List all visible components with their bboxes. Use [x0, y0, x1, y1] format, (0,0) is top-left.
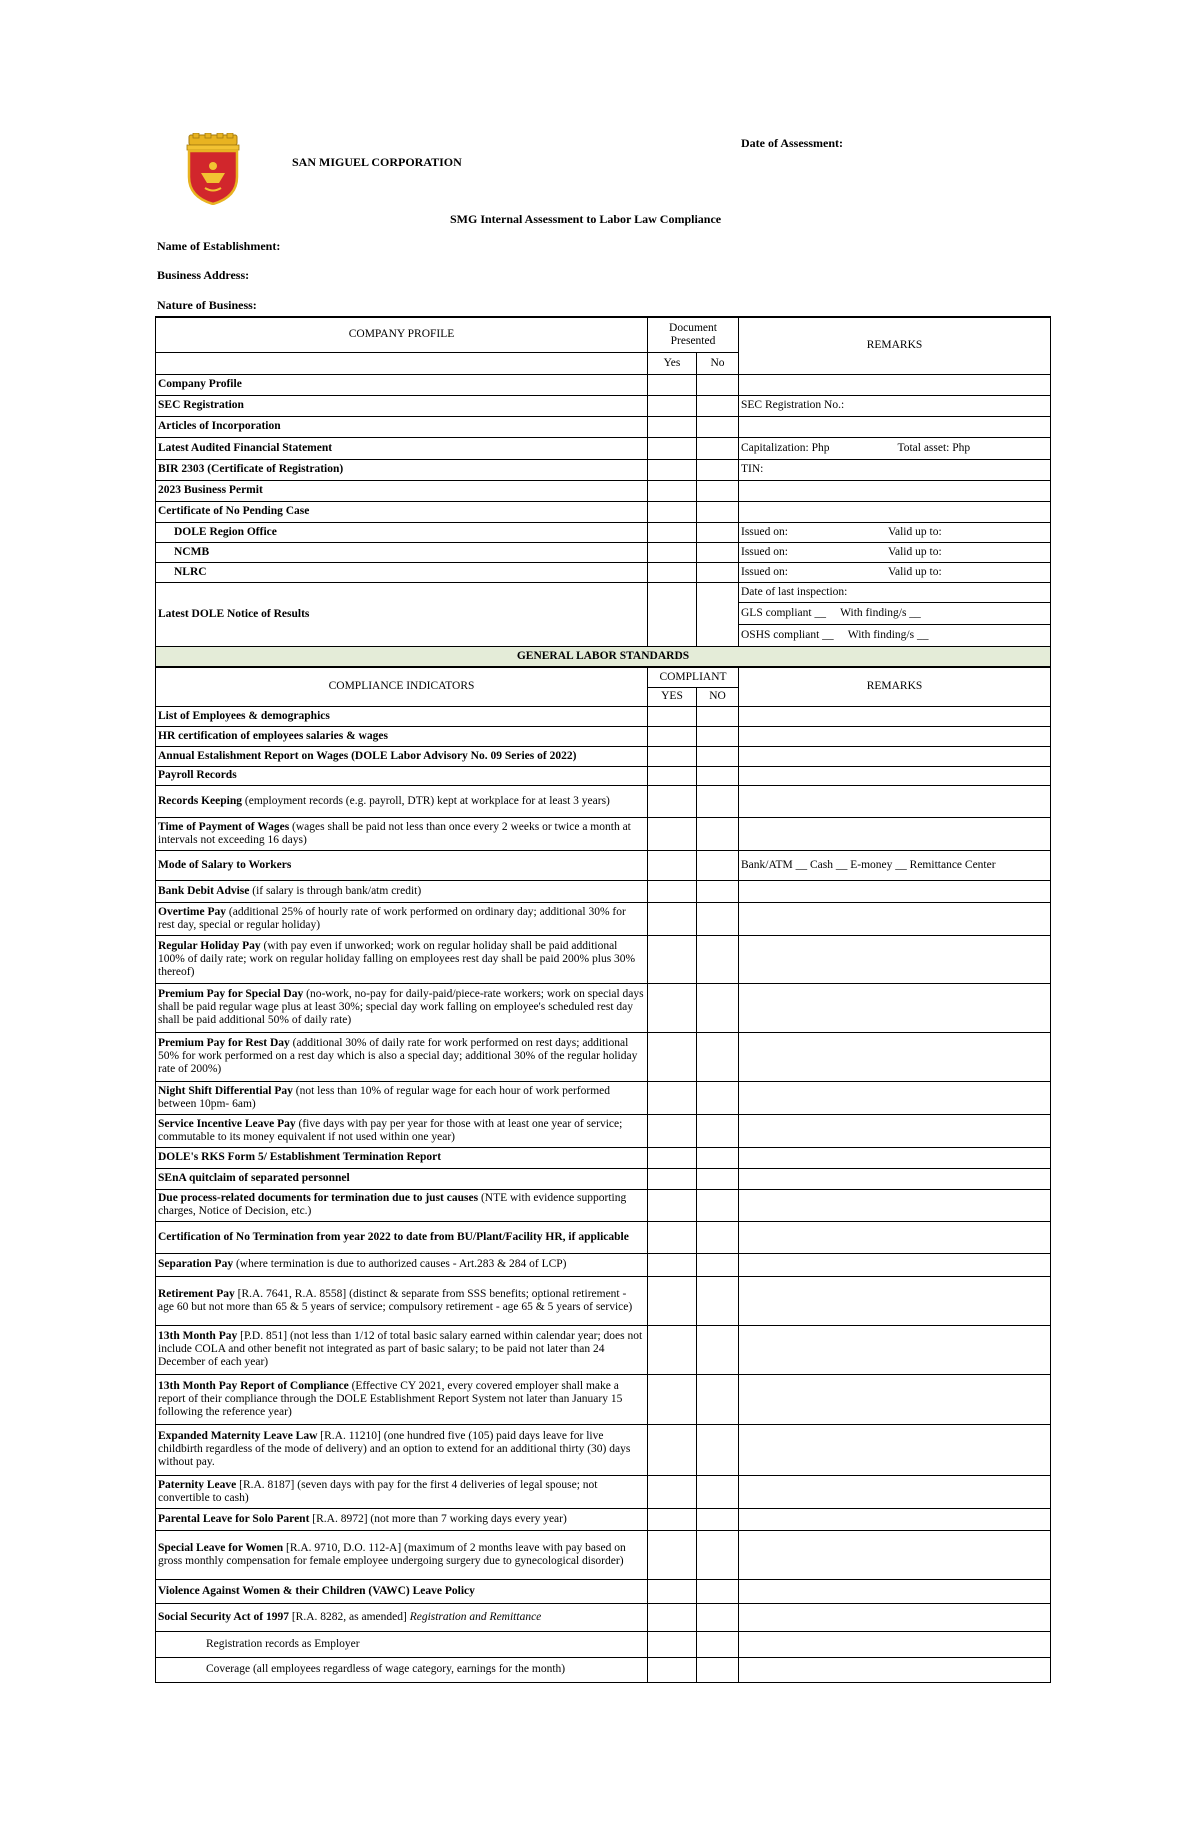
total-asset-label: Total asset: Php — [897, 441, 971, 454]
yes-cell[interactable] — [648, 983, 697, 1032]
remark-cell[interactable] — [739, 766, 1051, 785]
yes-cell[interactable] — [648, 902, 697, 935]
indicator-cell: Retirement Pay [R.A. 7641, R.A. 8558] (distinct & separate from SSS benefits; optional retirement - age 60 but not more than 65 & 5 years of service; compulsory retirement - age 65 & 5 years of service) — [156, 1276, 648, 1325]
yes-cell[interactable] — [648, 542, 697, 562]
gls-row — [156, 1168, 1051, 1189]
no-cell[interactable] — [697, 582, 739, 646]
gls-row — [156, 1081, 1051, 1114]
indicator-cell: Due process-related documents for termination due to just causes (NTE with evidence supporting charges, Notice of Decision, etc.) — [156, 1189, 648, 1221]
remark-cell[interactable] — [739, 437, 1051, 459]
issued-on-label: Issued on: — [741, 545, 788, 558]
gls-row — [156, 1508, 1051, 1530]
yes-cell[interactable] — [648, 880, 697, 902]
remark-cell[interactable] — [739, 416, 1051, 437]
remark-cell[interactable]: SEC Registration No.: — [739, 395, 1051, 416]
gls-header-row — [156, 667, 1051, 687]
remark-cell[interactable] — [739, 1374, 1051, 1424]
indicator-cell: Violence Against Women & their Children (VAWC) Leave Policy — [156, 1579, 648, 1603]
profile-row — [156, 459, 1051, 480]
yes-cell[interactable] — [648, 480, 697, 501]
remark-cell[interactable] — [739, 1475, 1051, 1508]
yes-cell[interactable] — [648, 501, 697, 522]
indicator-cell: Service Incentive Leave Pay (five days with pay per year for those with at least one year of service; commutable to its money equivalent if not used within one year) — [156, 1114, 648, 1147]
gls-row — [156, 1579, 1051, 1603]
gls-row — [156, 1221, 1051, 1253]
remark-cell[interactable] — [739, 785, 1051, 817]
company-profile-header: COMPANY PROFILE — [156, 317, 648, 352]
indicator-cell: 13th Month Pay [P.D. 851] (not less than 1/12 of total basic salary earned within calendar year; does not include COLA and other benefit not integrated as part of basic salary; to be paid not later than 24 December of each year) — [156, 1325, 648, 1374]
indicator-cell: Time of Payment of Wages (wages shall be paid not less than once every 2 weeks or twice a month at intervals not exceeding 16 days) — [156, 817, 648, 850]
indicator-cell: HR certification of employees salaries & wages — [156, 726, 648, 746]
profile-row — [156, 437, 1051, 459]
yes-cell[interactable] — [648, 1508, 697, 1530]
gls-row — [156, 766, 1051, 785]
compliance-indicators-header: COMPLIANCE INDICATORS — [156, 667, 648, 706]
gls-row — [156, 1603, 1051, 1631]
no-cell[interactable] — [697, 902, 739, 935]
yes-cell[interactable] — [648, 522, 697, 542]
no-cell[interactable] — [697, 374, 739, 395]
yes-cell[interactable] — [648, 437, 697, 459]
yes-cell[interactable] — [648, 1579, 697, 1603]
gls-row — [156, 726, 1051, 746]
profile-row-label: NLRC — [156, 562, 648, 582]
remark-cell[interactable] — [739, 542, 1051, 562]
indicator-cell: Expanded Maternity Leave Law [R.A. 11210] (one hundred five (105) paid days leave for live childbirth regardless of the mode of delivery) and an option to extend for an additional thirty (30) days without pay. — [156, 1424, 648, 1475]
indicator-cell: Records Keeping (employment records (e.g. payroll, DTR) kept at workplace for at least 3 years) — [156, 785, 648, 817]
no-cell[interactable] — [697, 416, 739, 437]
profile-row-label: Certificate of No Pending Case — [156, 501, 648, 522]
yes-cell[interactable] — [648, 395, 697, 416]
gls-row — [156, 1325, 1051, 1374]
no-cell[interactable] — [697, 395, 739, 416]
profile-row — [156, 501, 1051, 522]
remark-cell[interactable] — [739, 480, 1051, 501]
yes-cell[interactable] — [648, 726, 697, 746]
issued-on-label: Issued on: — [741, 525, 788, 538]
gls-remarks-header: REMARKS — [739, 667, 1051, 706]
remark-cell[interactable] — [739, 562, 1051, 582]
remark-cell[interactable] — [739, 1424, 1051, 1475]
indicator-cell: Premium Pay for Rest Day (additional 30% of daily rate for work performed on rest days; additional 50% for work performed on a rest day which is also a special day; additional 30% of the regular holiday rate of 200%) — [156, 1032, 648, 1081]
profile-row — [156, 395, 1051, 416]
document-presented-header: Document Presented — [648, 317, 739, 352]
no-cell[interactable] — [697, 706, 739, 726]
no-cell[interactable] — [697, 1081, 739, 1114]
mode-of-salary-remark[interactable]: Bank/ATM __ Cash __ E-money __ Remittance Center — [739, 850, 1051, 880]
yes-cell[interactable] — [648, 416, 697, 437]
gls-row — [156, 1147, 1051, 1168]
indicator-cell: Regular Holiday Pay (with pay even if unworked; work on regular holiday shall be paid additional 100% of daily rate; work on regular holiday falling on employees rest day shall be paid 200% plus 30% thereof) — [156, 935, 648, 983]
profile-row — [156, 522, 1051, 542]
yes-cell[interactable] — [648, 766, 697, 785]
profile-row-label: Latest Audited Financial Statement — [156, 437, 648, 459]
yes-cell[interactable] — [648, 1631, 697, 1657]
oshs-compliant-cell[interactable]: OSHS compliant __ With finding/s __ — [739, 624, 1051, 646]
remark-cell[interactable] — [739, 1189, 1051, 1221]
yes-cell[interactable] — [648, 706, 697, 726]
no-cell[interactable] — [697, 785, 739, 817]
indicator-cell: Payroll Records — [156, 766, 648, 785]
no-cell[interactable] — [697, 1114, 739, 1147]
gls-row — [156, 850, 1051, 880]
no-cell[interactable] — [697, 1374, 739, 1424]
no-cell[interactable] — [697, 1032, 739, 1081]
no-cell[interactable] — [697, 746, 739, 766]
gls-row — [156, 1530, 1051, 1579]
indicator-cell: Annual Estalishment Report on Wages (DOLE Labor Advisory No. 09 Series of 2022) — [156, 746, 648, 766]
remark-cell[interactable] — [739, 935, 1051, 983]
no-cell[interactable] — [697, 766, 739, 785]
profile-row — [156, 542, 1051, 562]
yes-cell[interactable] — [648, 1325, 697, 1374]
indicator-cell: Premium Pay for Special Day (no-work, no-pay for daily-paid/piece-rate workers; work on special days shall be paid regular wage plus at least 30%; special day work falling on employee's scheduled rest day shall be paid additional 50% of daily rate) — [156, 983, 648, 1032]
nature-of-business-label: Nature of Business: — [157, 298, 257, 312]
remark-cell[interactable] — [739, 501, 1051, 522]
gls-row — [156, 902, 1051, 935]
profile-row-label: SEC Registration — [156, 395, 648, 416]
yes-cell[interactable] — [648, 1424, 697, 1475]
remark-cell[interactable] — [739, 1579, 1051, 1603]
issued-on-label: Issued on: — [741, 565, 788, 578]
remark-cell[interactable]: TIN: — [739, 459, 1051, 480]
no-cell[interactable] — [697, 1276, 739, 1325]
profile-row-label: Articles of Incorporation — [156, 416, 648, 437]
yes-cell[interactable] — [648, 1081, 697, 1114]
valid-up-to-label: Valid up to: — [887, 545, 942, 558]
gls-row — [156, 1253, 1051, 1276]
gls-row — [156, 706, 1051, 726]
no-cell[interactable] — [697, 522, 739, 542]
gls-row — [156, 1276, 1051, 1325]
no-cell[interactable] — [697, 437, 739, 459]
remark-cell[interactable] — [739, 880, 1051, 902]
no-cell[interactable] — [697, 1603, 739, 1631]
last-inspection-cell[interactable]: Date of last inspection: — [739, 582, 1051, 602]
indicator-cell: Overtime Pay (additional 25% of hourly rate of work performed on ordinary day; additional 30% for rest day, special or regular holiday) — [156, 902, 648, 935]
no-cell[interactable] — [697, 480, 739, 501]
profile-row-label: Company Profile — [156, 374, 648, 395]
remark-cell[interactable] — [739, 1032, 1051, 1081]
no-cell[interactable] — [697, 1579, 739, 1603]
yes-cell[interactable] — [648, 1168, 697, 1189]
remark-cell[interactable] — [739, 817, 1051, 850]
remark-cell[interactable] — [739, 522, 1051, 542]
gls-row — [156, 1032, 1051, 1081]
indicator-cell: Parental Leave for Solo Parent [R.A. 8972] (not more than 7 working days every year) — [156, 1508, 648, 1530]
yes-cell[interactable] — [648, 1253, 697, 1276]
remark-cell[interactable] — [739, 1530, 1051, 1579]
remark-cell[interactable] — [739, 1221, 1051, 1253]
remark-cell[interactable] — [739, 1147, 1051, 1168]
yes-cell[interactable] — [648, 1475, 697, 1508]
profile-row-label: DOLE Region Office — [156, 522, 648, 542]
yes-cell[interactable] — [648, 459, 697, 480]
compliant-header: COMPLIANT — [648, 667, 739, 687]
gls-row — [156, 817, 1051, 850]
remark-cell[interactable] — [739, 1081, 1051, 1114]
remark-cell[interactable] — [739, 374, 1051, 395]
remark-cell[interactable] — [739, 983, 1051, 1032]
remark-cell[interactable] — [739, 1603, 1051, 1631]
gls-row — [156, 935, 1051, 983]
profile-row-label: 2023 Business Permit — [156, 480, 648, 501]
gls-row — [156, 880, 1051, 902]
yes-cell[interactable] — [648, 562, 697, 582]
no-cell[interactable] — [697, 542, 739, 562]
dole-notice-label: Latest DOLE Notice of Results — [156, 582, 648, 646]
no-cell[interactable] — [697, 1631, 739, 1657]
yes-cell[interactable] — [648, 1603, 697, 1631]
gls-band-row — [156, 646, 1051, 667]
no-cell[interactable] — [697, 1508, 739, 1530]
yes-cell[interactable] — [648, 1657, 697, 1682]
yes-cell[interactable] — [648, 935, 697, 983]
yes-cell[interactable] — [648, 1032, 697, 1081]
yes-cell[interactable] — [648, 1221, 697, 1253]
no-cell[interactable] — [697, 1147, 739, 1168]
gls-row — [156, 785, 1051, 817]
remark-cell[interactable] — [739, 746, 1051, 766]
valid-up-to-label: Valid up to: — [887, 525, 942, 538]
yes-cell[interactable] — [648, 746, 697, 766]
capitalization-label: Capitalization: Php — [741, 441, 830, 454]
remark-cell[interactable] — [739, 1114, 1051, 1147]
remark-cell[interactable] — [739, 1168, 1051, 1189]
remark-cell[interactable] — [739, 1325, 1051, 1374]
profile-row — [156, 374, 1051, 395]
no-cell[interactable] — [697, 1424, 739, 1475]
business-address-label: Business Address: — [157, 268, 250, 282]
blank-cell — [156, 352, 648, 374]
indicator-cell: Night Shift Differential Pay (not less than 10% of regular wage for each hour of work performed between 10pm- 6am) — [156, 1081, 648, 1114]
yes-cell[interactable] — [648, 1114, 697, 1147]
no-cell[interactable] — [697, 459, 739, 480]
indicator-cell: Certification of No Termination from year 2022 to date from BU/Plant/Facility HR, if applicable — [156, 1221, 648, 1253]
no-cell[interactable] — [697, 562, 739, 582]
no-cell[interactable] — [697, 726, 739, 746]
remark-cell[interactable] — [739, 1631, 1051, 1657]
yes-header: Yes — [648, 352, 697, 374]
profile-remarks-header: REMARKS — [739, 317, 1051, 374]
gls-row — [156, 1424, 1051, 1475]
yes-cell[interactable] — [648, 1374, 697, 1424]
no-cell[interactable] — [697, 880, 739, 902]
remark-cell[interactable] — [739, 1508, 1051, 1530]
remark-cell[interactable] — [739, 1253, 1051, 1276]
no-cell[interactable] — [697, 1168, 739, 1189]
indicator-cell: List of Employees & demographics — [156, 706, 648, 726]
gls-row — [156, 746, 1051, 766]
yes-cell[interactable] — [648, 850, 697, 880]
gls-compliant-cell[interactable]: GLS compliant __ With finding/s __ — [739, 602, 1051, 624]
no-cell[interactable] — [697, 935, 739, 983]
assessment-table — [155, 316, 1051, 1683]
yes-cell[interactable] — [648, 1147, 697, 1168]
no-cell[interactable] — [697, 501, 739, 522]
dole-notice-row — [156, 582, 1051, 602]
yes-cell[interactable] — [648, 817, 697, 850]
gls-row — [156, 983, 1051, 1032]
profile-row — [156, 416, 1051, 437]
yes-cell[interactable] — [648, 1276, 697, 1325]
yes-cell[interactable] — [648, 1530, 697, 1579]
no-cell[interactable] — [697, 1475, 739, 1508]
no-cell[interactable] — [697, 817, 739, 850]
remark-cell[interactable] — [739, 1276, 1051, 1325]
profile-header-row — [156, 317, 1051, 352]
indicator-cell: Bank Debit Advise (if salary is through bank/atm credit) — [156, 880, 648, 902]
no-cell[interactable] — [697, 1253, 739, 1276]
yes-cell[interactable] — [648, 785, 697, 817]
profile-row-label: BIR 2303 (Certificate of Registration) — [156, 459, 648, 480]
remark-cell[interactable] — [739, 706, 1051, 726]
san-miguel-logo-icon — [183, 133, 243, 205]
profile-row — [156, 480, 1051, 501]
no-cell[interactable] — [697, 1189, 739, 1221]
valid-up-to-label: Valid up to: — [887, 565, 942, 578]
no-header: No — [697, 352, 739, 374]
no-cell[interactable] — [697, 850, 739, 880]
gls-row — [156, 1114, 1051, 1147]
indicator-cell: Paternity Leave [R.A. 8187] (seven days with pay for the first 4 deliveries of legal spouse; not convertible to cash) — [156, 1475, 648, 1508]
remark-cell[interactable] — [739, 726, 1051, 746]
indicator-cell: Coverage (all employees regardless of wage category, earnings for the month) — [156, 1657, 648, 1682]
yes-cell[interactable] — [648, 1189, 697, 1221]
company-name: SAN MIGUEL CORPORATION — [292, 155, 462, 169]
no-cell[interactable] — [697, 1530, 739, 1579]
no-cell[interactable] — [697, 1657, 739, 1682]
indicator-cell: DOLE's RKS Form 5/ Establishment Termination Report — [156, 1147, 648, 1168]
form-title: SMG Internal Assessment to Labor Law Compliance — [450, 212, 722, 226]
gls-row — [156, 1374, 1051, 1424]
no-cell[interactable] — [697, 1325, 739, 1374]
profile-row-label: NCMB — [156, 542, 648, 562]
indicator-cell: Social Security Act of 1997 [R.A. 8282, as amended] Registration and Remittance — [156, 1603, 648, 1631]
date-of-assessment-label: Date of Assessment: — [741, 136, 843, 150]
remark-cell[interactable] — [739, 1657, 1051, 1682]
yes-cell[interactable] — [648, 374, 697, 395]
indicator-cell: Mode of Salary to Workers — [156, 850, 648, 880]
indicator-cell: Registration records as Employer — [156, 1631, 648, 1657]
gls-row — [156, 1475, 1051, 1508]
indicator-cell: Special Leave for Women [R.A. 9710, D.O. 112-A] (maximum of 2 months leave with pay based on gross monthly compensation for female employee undergoing surgery due to gynecological disorder) — [156, 1530, 648, 1579]
establishment-name-label: Name of Establishment: — [157, 239, 281, 253]
yes-header: YES — [648, 687, 697, 706]
indicator-cell: SEnA quitclaim of separated personnel — [156, 1168, 648, 1189]
yes-cell[interactable] — [648, 582, 697, 646]
no-cell[interactable] — [697, 1221, 739, 1253]
indicator-cell: Separation Pay (where termination is due to authorized causes - Art.283 & 284 of LCP) — [156, 1253, 648, 1276]
no-cell[interactable] — [697, 983, 739, 1032]
remark-cell[interactable] — [739, 902, 1051, 935]
gls-subrow — [156, 1657, 1051, 1682]
indicator-cell: 13th Month Pay Report of Compliance (Effective CY 2021, every covered employer shall make a report of their compliance through the DOLE Establishment Report System not later than January 15 following the reference year) — [156, 1374, 648, 1424]
no-header: NO — [697, 687, 739, 706]
profile-row — [156, 562, 1051, 582]
gls-band-title: GENERAL LABOR STANDARDS — [156, 646, 1051, 667]
gls-row — [156, 1189, 1051, 1221]
gls-subrow — [156, 1631, 1051, 1657]
